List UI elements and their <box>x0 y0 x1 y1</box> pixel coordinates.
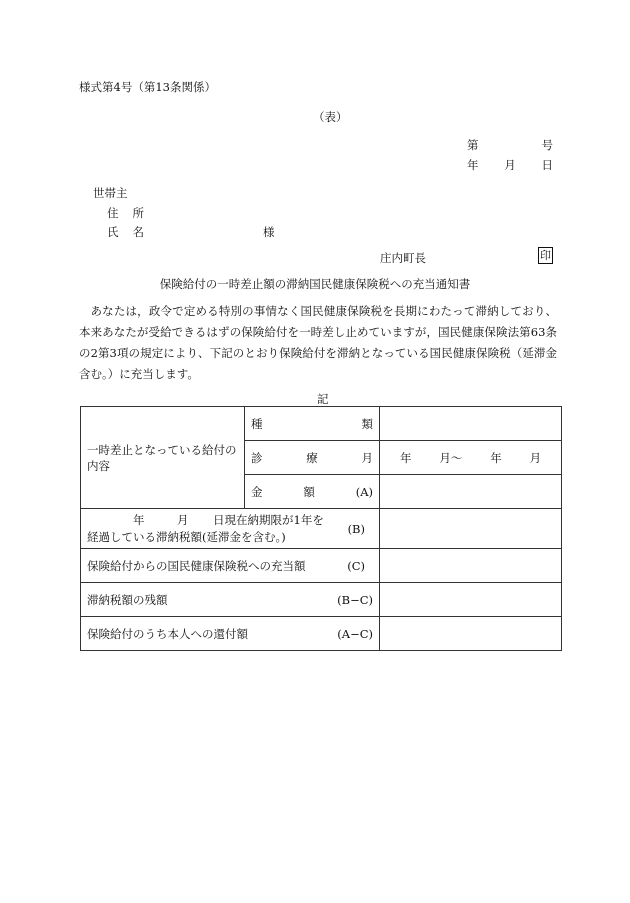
refund-label: 保険給付のうち本人への還付額 <box>87 626 248 641</box>
side-label: （表） <box>313 110 348 124</box>
appropriation-label-cell <box>81 549 380 583</box>
c-mark: (C) <box>347 558 365 573</box>
notice-table <box>80 406 562 651</box>
name-label-1: 氏 <box>107 225 119 239</box>
body-paragraph: あなたは，政令で定める特別の事情なく国民健康保険税を長期にわたって滞納しており、本来あなたが受給できるはずの保険給付を一時差し止めていますが，国民健康保険法第63条の2第3項の規定により、下記のとおり保険給付を滞納となっている国民健康保険税（延滞金含む。）に充当します。 <box>79 304 557 381</box>
name-label-2: 名 <box>132 225 144 239</box>
table-row-delinquent <box>81 509 562 549</box>
period-year-2: 年 <box>490 450 502 465</box>
delinquent-label-cell <box>81 509 380 549</box>
issuer-title: 庄内町長 <box>380 251 426 265</box>
appropriation-label: 保険給付からの国民健康保険税への充当額 <box>87 558 306 573</box>
amount-mark: (A) <box>355 484 373 499</box>
kind-label-1: 種 <box>251 416 263 431</box>
balance-label-cell <box>81 583 380 617</box>
address-label-2: 所 <box>132 206 144 220</box>
honorific: 様 <box>263 225 275 239</box>
table-row-balance <box>81 583 562 617</box>
number-suffix: 号 <box>541 138 553 152</box>
b-month: 月 <box>177 512 189 527</box>
refund-mark: (A−C) <box>337 626 373 641</box>
kind-label-cell <box>245 407 380 441</box>
b-line2: 経過している滞納税額(延滞金を含む。) <box>87 529 286 544</box>
address-label-1: 住 <box>107 206 119 220</box>
kind-label-2: 類 <box>361 416 373 431</box>
balance-value-field[interactable] <box>380 583 562 617</box>
refund-label-cell <box>81 617 380 651</box>
date-day: 日 <box>541 158 553 172</box>
balance-mark: (B−C) <box>337 592 373 607</box>
document-title: 保険給付の一時差止額の滞納国民健康保険税への充当通知書 <box>159 277 471 291</box>
balance-label: 滞納税額の残額 <box>87 592 168 607</box>
ki-heading: 記 <box>317 392 329 406</box>
address-label <box>107 205 144 221</box>
seal-mark: 印 <box>540 249 551 262</box>
amount-label-1: 金 <box>251 484 263 499</box>
b-day: 日現在納期限が1年を <box>213 512 324 527</box>
delinquent-value-field[interactable] <box>380 509 562 549</box>
date-month: 月 <box>504 158 516 172</box>
treatment-label-1: 診 <box>251 450 263 465</box>
amount-value-field[interactable] <box>380 475 562 509</box>
kind-value-field[interactable] <box>380 407 562 441</box>
period-month-1: 月～ <box>439 450 463 465</box>
number-prefix: 第 <box>467 138 479 152</box>
document-number <box>467 137 553 153</box>
treatment-label-cell <box>245 441 380 475</box>
amount-label-cell <box>245 475 380 509</box>
name-label <box>107 224 144 240</box>
issue-date <box>467 157 553 173</box>
period-month-2: 月 <box>529 450 542 465</box>
treatment-period-field[interactable] <box>380 441 562 475</box>
appropriation-value-field[interactable] <box>380 549 562 583</box>
treatment-label-2: 療 <box>306 450 318 465</box>
table-row-appropriation <box>81 549 562 583</box>
suspended-benefit-text: 一時差止となっている給付の内容 <box>87 442 237 473</box>
amount-label-2: 額 <box>303 484 315 499</box>
form-number: 様式第4号（第13条関係） <box>79 80 216 94</box>
refund-value-field[interactable] <box>380 617 562 651</box>
b-year: 年 <box>133 512 145 527</box>
table-row-refund <box>81 617 562 651</box>
date-year: 年 <box>467 158 479 172</box>
b-mark: (B) <box>347 521 365 536</box>
table-row-kind <box>81 407 562 441</box>
delinquent-label <box>87 512 324 546</box>
household-head-label: 世帯主 <box>93 186 128 200</box>
treatment-label-3: 月 <box>361 450 373 465</box>
suspended-benefit-label <box>81 407 245 509</box>
period-year-1: 年 <box>399 450 412 465</box>
